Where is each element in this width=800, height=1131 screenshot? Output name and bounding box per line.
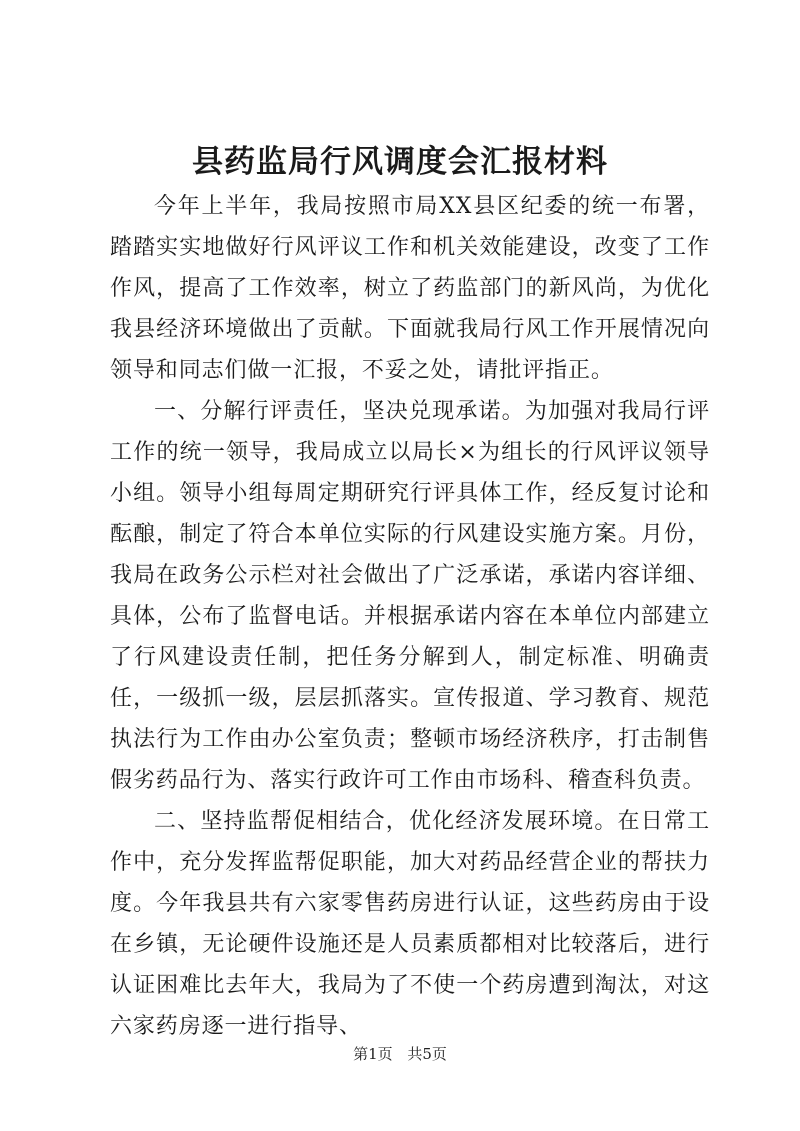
- document-body: [110, 186, 710, 1047]
- page-total: 共5页: [407, 1045, 447, 1063]
- paragraph-section-one: 一、分解行评责任，坚决兑现承诺。为加强对我局行评工作的统一领导，我局成立以局长×为组长的行风评议领导小组。领导小组每周定期研究行评具体工作，经反复讨论和酝酿，制定了符合本单位实际的行风建设实施方案。月份，我局在政务公示栏对社会做出了广泛承诺，承诺内容详细、具体，公布了监督电话。并根据承诺内容在本单位内部建立了行风建设责任制，把任务分解到人，制定标准、明确责任，一级抓一级，层层抓落实。宣传报道、学习教育、规范执法行为工作由办公室负责；整顿市场经济秩序，打击制售假劣药品行为、落实行政许可工作由市场科、稽查科负责。: [110, 399, 710, 793]
- paragraph-section-two: 二、坚持监帮促相结合，优化经济发展环境。在日常工作中，充分发挥监帮促职能，加大对药品经营企业的帮扶力度。今年我县共有六家零售药房进行认证，这些药房由于设在乡镇，无论硬件设施还是人员素质都相对比较落后，进行认证困难比去年大，我局为了不使一个药房遭到淘汰，对这六家药房逐一进行指导、: [110, 809, 710, 1039]
- document-title: 县药监局行风调度会汇报材料: [192, 144, 608, 180]
- paragraph-intro: 今年上半年，我局按照市局XX县区纪委的统一布署，踏踏实实地做好行风评议工作和机关效能建设，改变了工作作风，提高了工作效率，树立了药监部门的新风尚，为优化我县经济环境做出了贡献。下面就我局行风工作开展情况向领导和同志们做一汇报，不妥之处，请批评指正。: [110, 194, 710, 383]
- page-footer: [0, 1044, 800, 1064]
- page-number: 第1页: [353, 1045, 393, 1063]
